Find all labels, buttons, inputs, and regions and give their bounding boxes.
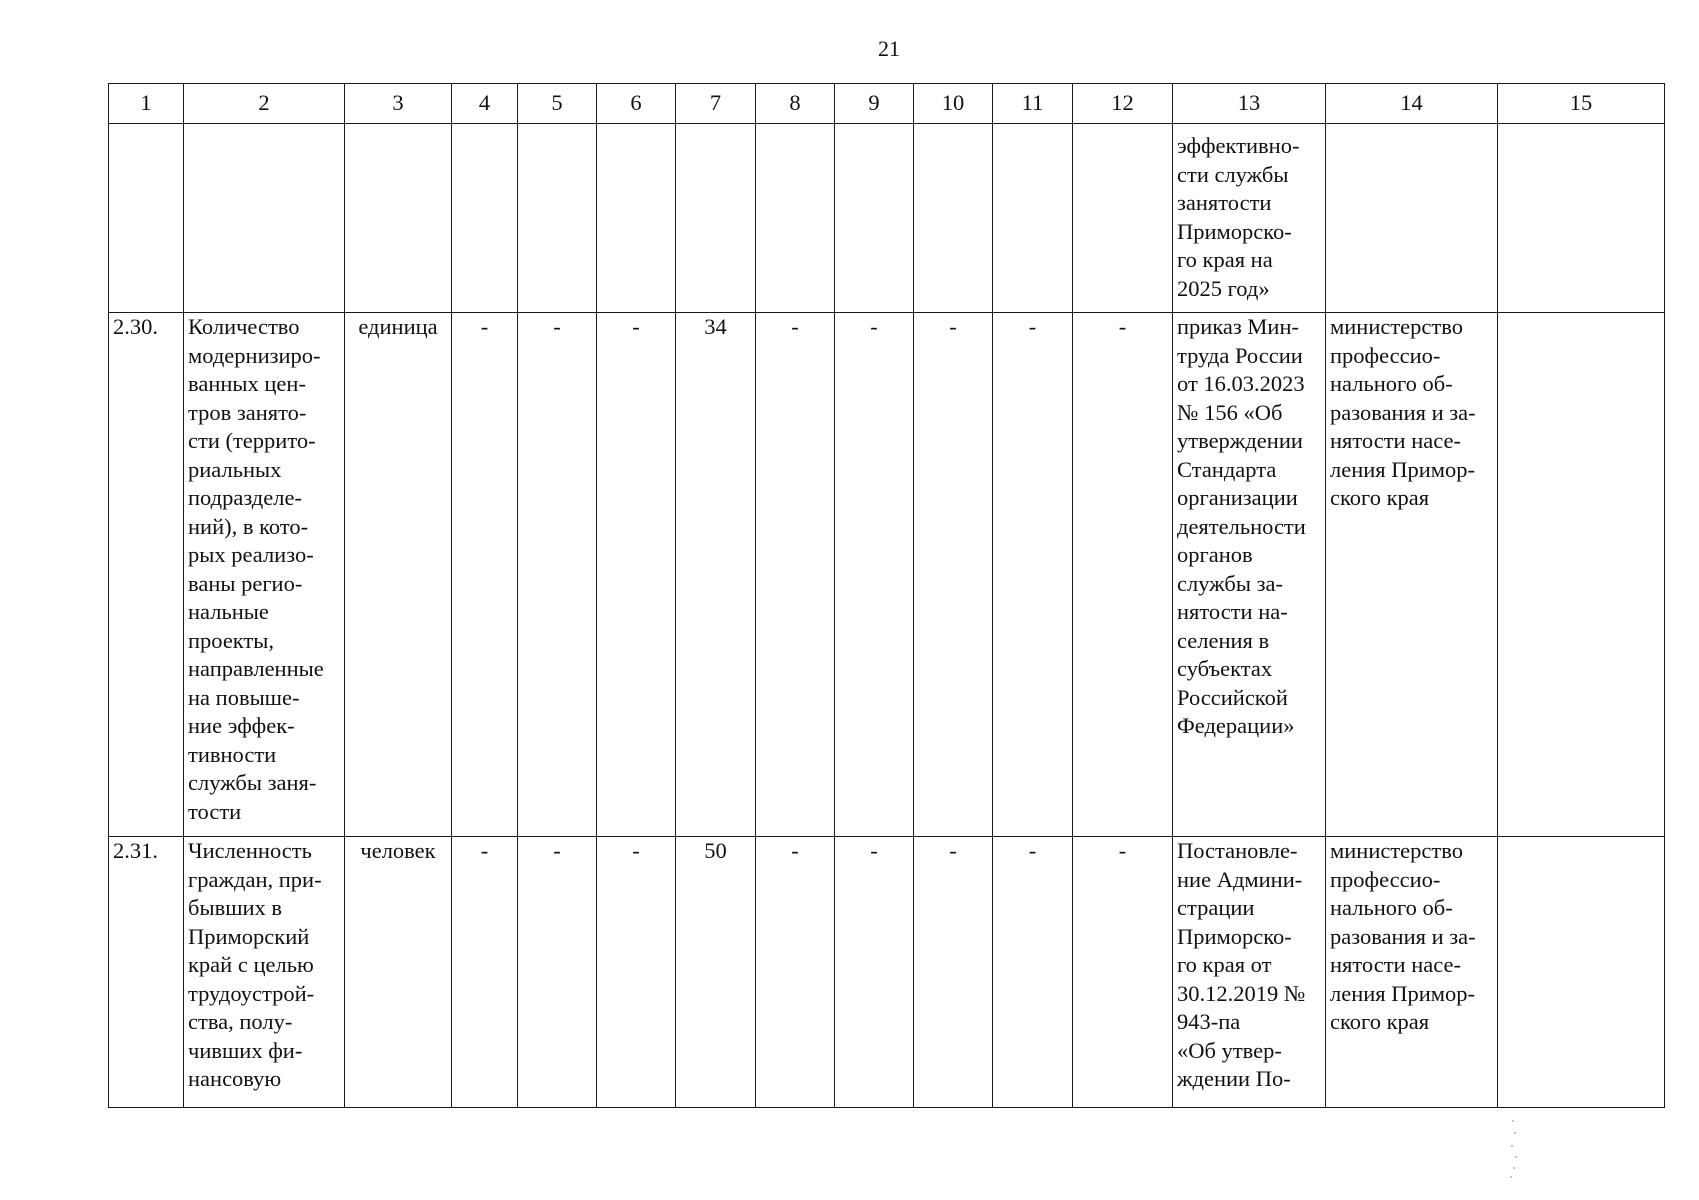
cell-value: - [835, 837, 914, 1108]
column-header: 14 [1326, 84, 1498, 124]
cell-document: эффективно- сти службы занятости Приморско- го края на 2025 год» [1173, 124, 1326, 313]
cell-value [452, 124, 518, 313]
column-header: 6 [597, 84, 676, 124]
cell-value [914, 124, 993, 313]
cell-value: - [993, 313, 1073, 837]
page-number: 21 [878, 36, 900, 61]
cell-value: - [452, 837, 518, 1108]
column-header: 8 [756, 84, 835, 124]
cell-note [1498, 837, 1665, 1108]
cell-unit: единица [345, 313, 452, 837]
cell-document: приказ Мин- труда России от 16.03.2023 № 156 «Об утверждении Стандарта организации деятельности органов службы за- нятости на- селения в субъектах Российской Федерации» [1173, 313, 1326, 837]
indicators-table [108, 83, 1665, 1108]
scan-speckle [1508, 1118, 1518, 1180]
cell-responsible: министерство профессио- нального об- разования и за- нятости насе- ления Примор- ского края [1326, 837, 1498, 1108]
cell-value: - [756, 313, 835, 837]
cell-value [993, 124, 1073, 313]
table-row [109, 837, 1665, 1108]
cell-value [1073, 124, 1173, 313]
cell-unit [345, 124, 452, 313]
cell-value: - [597, 313, 676, 837]
cell-value: 50 [676, 837, 756, 1108]
cell-unit: человек [345, 837, 452, 1108]
column-header: 3 [345, 84, 452, 124]
cell-value [756, 124, 835, 313]
column-header: 12 [1073, 84, 1173, 124]
column-header: 5 [518, 84, 597, 124]
table-row [109, 313, 1665, 837]
cell-responsible [1326, 124, 1498, 313]
cell-value: - [452, 313, 518, 837]
cell-indicator-name: Количество модернизиро- ванных цен- тров занято- сти (террито- риальных подразделе- ний), в кото- рых реализо- ваны регио- нальные проекты, направленные на повыше- ние эффек- тивности службы заня- тости [184, 313, 345, 837]
cell-value [835, 124, 914, 313]
column-header: 15 [1498, 84, 1665, 124]
cell-value: - [993, 837, 1073, 1108]
table-row-continuation [109, 124, 1665, 313]
column-header: 10 [914, 84, 993, 124]
cell-note [1498, 313, 1665, 837]
cell-value [518, 124, 597, 313]
cell-indicator-name: Численность граждан, при- бывших в Приморский край с целью трудоустрой- ства, полу- чивших фи- нансовую [184, 837, 345, 1108]
column-header: 11 [993, 84, 1073, 124]
column-number-header [109, 84, 1665, 124]
cell-number [109, 124, 184, 313]
cell-note [1498, 124, 1665, 313]
cell-document: Постановле- ние Админи- страции Приморско- го края от 30.12.2019 № 943-па «Об утвер- ждении По- [1173, 837, 1326, 1108]
cell-number: 2.31. [109, 837, 184, 1108]
cell-value [676, 124, 756, 313]
cell-number: 2.30. [109, 313, 184, 837]
cell-value: - [1073, 837, 1173, 1108]
cell-value: - [914, 313, 993, 837]
cell-value: - [518, 313, 597, 837]
column-header: 4 [452, 84, 518, 124]
cell-value [597, 124, 676, 313]
cell-value: - [1073, 313, 1173, 837]
cell-value: - [597, 837, 676, 1108]
cell-value: - [914, 837, 993, 1108]
column-header: 1 [109, 84, 184, 124]
cell-value: - [756, 837, 835, 1108]
column-header: 13 [1173, 84, 1326, 124]
cell-value: - [835, 313, 914, 837]
cell-value: 34 [676, 313, 756, 837]
cell-value: - [518, 837, 597, 1108]
cell-indicator-name [184, 124, 345, 313]
column-header: 9 [835, 84, 914, 124]
column-header: 2 [184, 84, 345, 124]
column-header: 7 [676, 84, 756, 124]
cell-responsible: министерство профессио- нального об- разования и за- нятости насе- ления Примор- ского края [1326, 313, 1498, 837]
